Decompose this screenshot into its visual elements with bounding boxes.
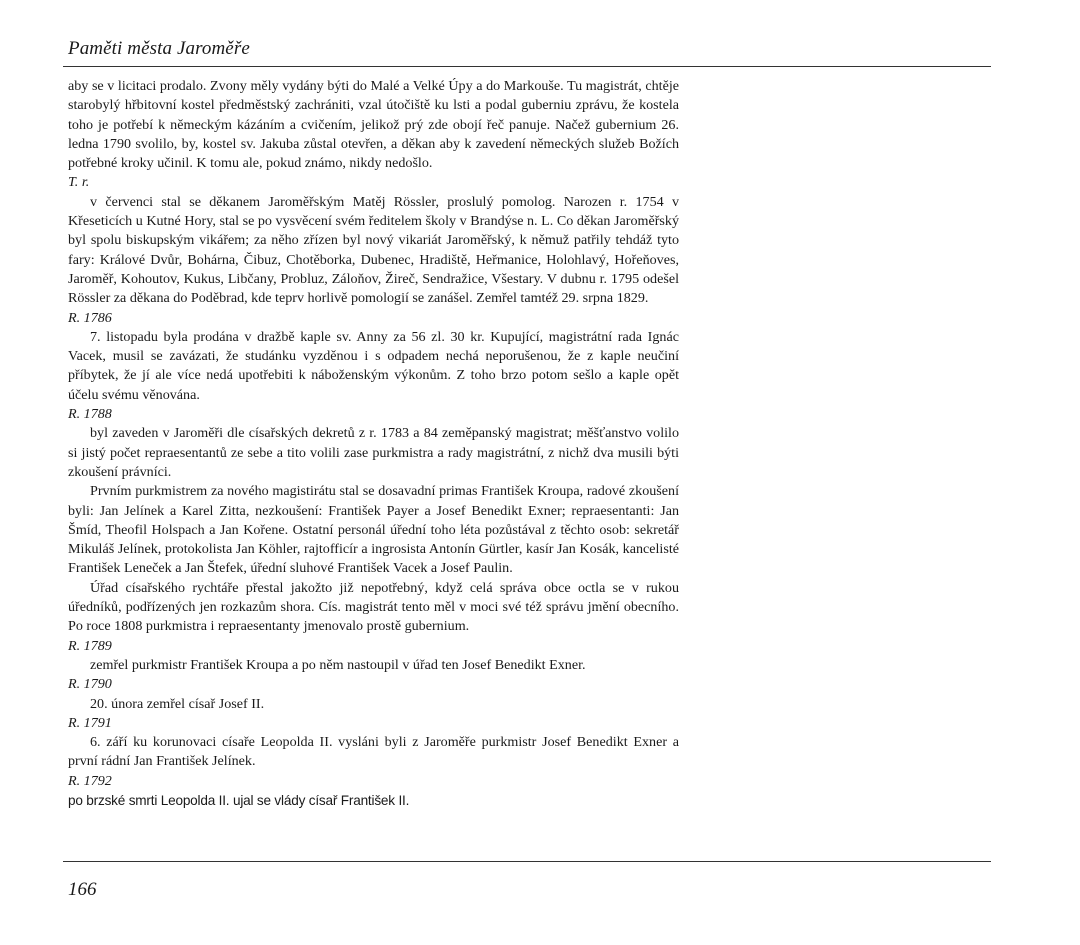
year-heading: R. 1789 <box>68 637 112 654</box>
paragraph: zemřel purkmistr František Kroupa a po něm nastoupil v úřad ten Josef Benedikt Exner. <box>90 656 586 673</box>
year-heading: R. 1788 <box>68 406 112 423</box>
paragraph: byl zaveden v Jaroměři dle císařských dekretů z r. 1783 a 84 zeměpanský magistrat; měšťanstvo volilo si jistý počet repraesentantů ze sebe a tito volili zase purkmistra a rady magistrátní, z nichž dva musili býti zkoušení právníci. <box>68 425 679 480</box>
year-heading: R. 1791 <box>68 714 112 731</box>
paragraph: v červenci stal se děkanem Jaroměřským Matěj Rössler, proslulý pomolog. Narozen r. 1754 v Křeseticích u Kutné Hory, stal se po vysvěcení svém ředitelem školy v Brandýse n. L. Co děkan Jaroměřský byl spolu biskupským vikářem; za něho zřízen byl nový vikariát Jaroměřský, k němuž patřily tehdáž tyto fary: Králové Dvůr, Bohárna, Čibuz, Chotěborka, Dubenec, Hradiště, Heřmanice, Holohlavý, Hořeňoves, Jaroměř, Kohoutov, Kukus, Libčany, Probluz, Záloňov, Žireč, Sendražice, Všestary. V dubnu r. 1795 odešel Rössler za děkana do Poděbrad, kde teprv horlivě pomologií se zanášel. Zemřel tamtéž 29. srpna 1829. <box>68 193 679 307</box>
paragraph: 7. listopadu byla prodána v dražbě kaple sv. Anny za 56 zl. 30 kr. Kupující, magistrátní rada Ignác Vacek, musil se zavázati, že studánku vyzděnou i s odpadem nechá neporušenou, že z kaple neučiní příbytek, že jí ale více nedá upotřebiti k náboženským výkonům. Z toho brzo potom sešlo a kaple opět účelu svému věnována. <box>68 328 679 403</box>
running-header-title: Paměti města Jaroměře <box>68 38 250 59</box>
year-heading: R. 1792 <box>68 772 112 789</box>
paragraph: 20. února zemřel císař Josef II. <box>90 695 265 712</box>
paragraph: po brzské smrti Leopolda II. ujal se vlády císař František II. <box>68 792 410 808</box>
page-number: 166 <box>68 879 97 900</box>
year-heading: R. 1790 <box>68 676 112 693</box>
paragraph: aby se v licitaci prodalo. Zvony měly vydány býti do Malé a Velké Úpy a do Markouše. Tu magistrát, chtěje starobylý hřbitovní kostel předměstský zachrániti, vzal útočiště ku lsti a podal guberniu zprávu, že kostela toho je potřebí k německým kázáním a cvičením, jelikož prý zde obojí řeč panuje. Načež gubernium 26. ledna 1790 svolilo, by, kostel sv. Jakuba zůstal otevřen, a děkan aby k zavedení německých služeb Božích potřebné kroky učinil. K tomu ale, pokud známo, nikdy nedošlo. <box>68 78 679 172</box>
header-rule <box>63 66 991 67</box>
paragraph: Úřad císařského rychtáře přestal jakožto již nepotřebný, když celá správa obce octla se v rukou úředníků, podřízených jen rozkazům shora. Cís. magistrát tento měl v moci své též správu jmění obecního. Po roce 1808 purkmistra i repraesentanty jmenovalo prostě gubernium. <box>68 579 679 635</box>
footer-rule <box>63 861 991 862</box>
paragraph: Prvním purkmistrem za nového magistirátu stal se dosavadní primas František Kroupa, radové zkoušení byli: Jan Jelínek a Karel Zitta, nezkoušení: František Payer a Josef Benedikt Exner; repraesentanti: Jan Šmíd, Theofil Holspach a Jan Kořene. Ostatní personál úřední toho léta pozůstával z těchto osob: sekretář Mikuláš Jelínek, protokolista Jan Köhler, rajtofficír a ingrosista Antonín Gürtler, kasír Jan Kosák, kancelisté František Leneček a Jan Štefek, úřední sluhové František Vacek a Josef Paulin. <box>68 483 679 577</box>
body-text <box>68 77 679 810</box>
year-heading: R. 1786 <box>68 309 112 326</box>
paragraph: 6. září ku korunovaci císaře Leopolda II. vysláni byli z Jaroměře purkmistr Josef Benedikt Exner a první rádní Jan František Jelínek. <box>68 734 679 770</box>
year-heading: T. r. <box>68 174 90 191</box>
